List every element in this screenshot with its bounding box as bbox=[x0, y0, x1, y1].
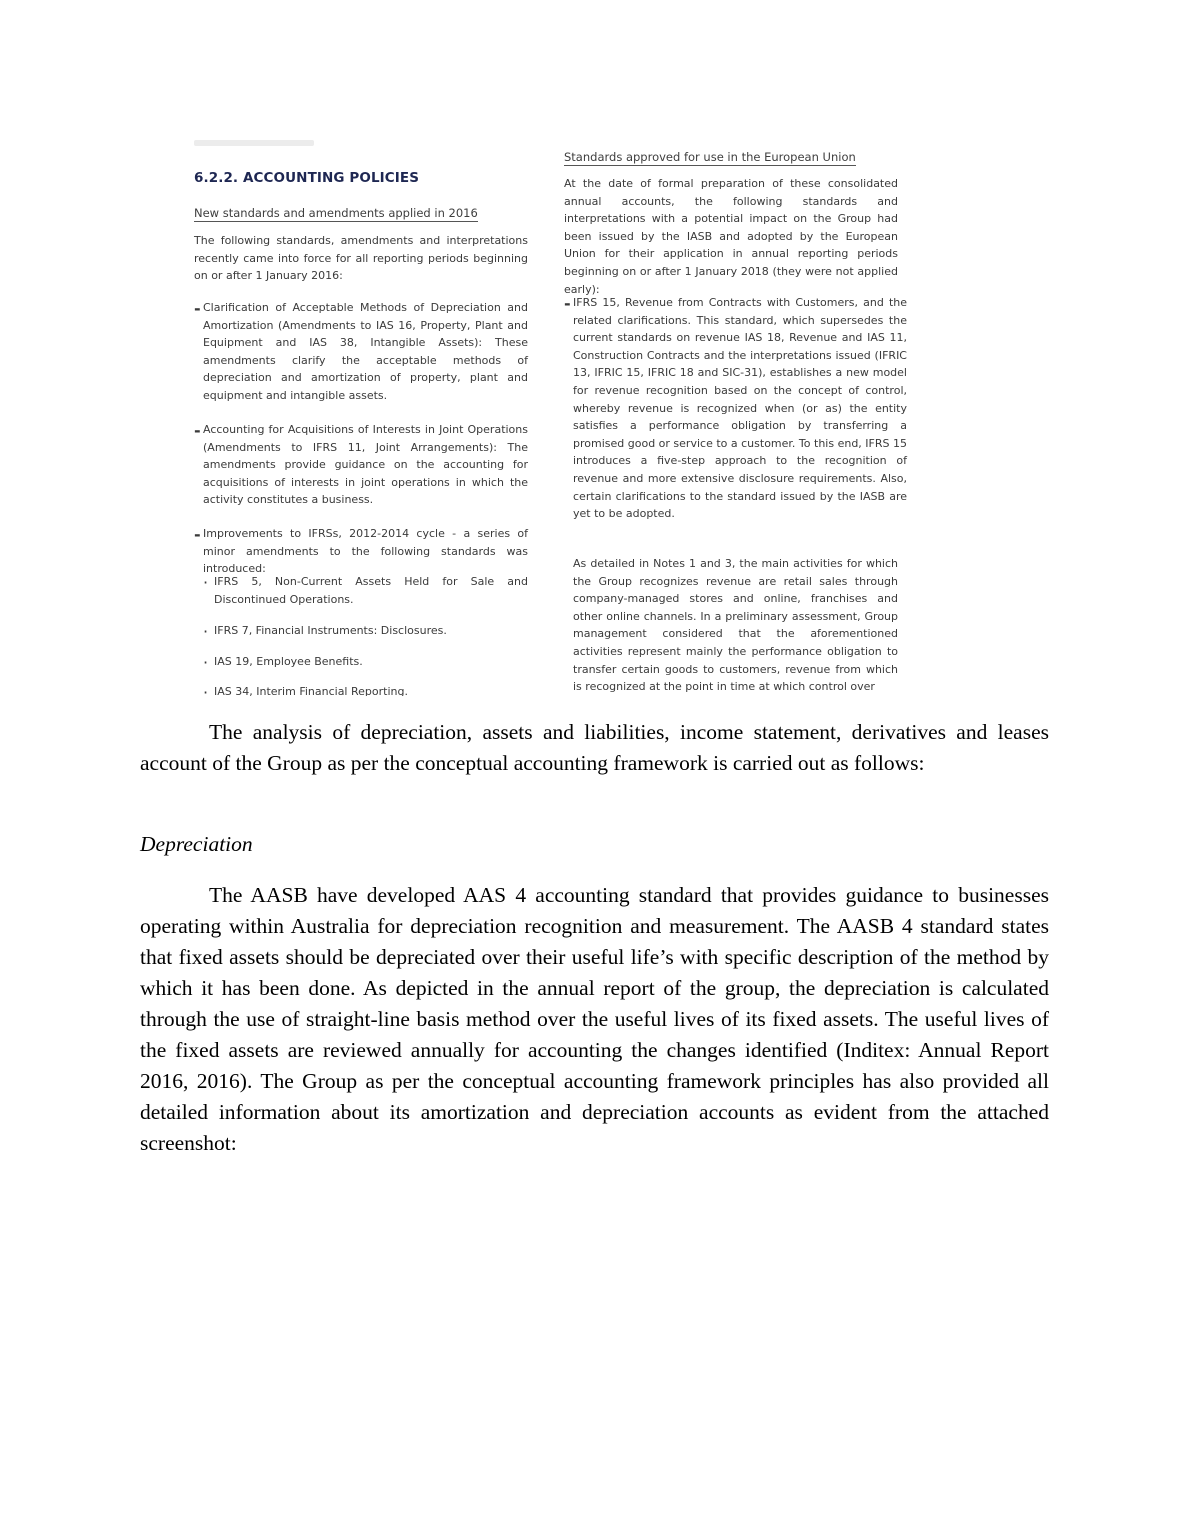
left-sub-bullet-4-text: IAS 34, Interim Financial Reporting. bbox=[214, 685, 408, 696]
new-standards-subheading: New standards and amendments applied in 2016 bbox=[194, 206, 478, 220]
right-detail-paragraph: As detailed in Notes 1 and 3, the main activities for which the Group recognizes revenue are retail sales through company-managed stores and online, franchises and other online channels. In a preliminary assessment, Group management considered that the aforementioned activities represent mainly the performance obligation to transfer certain goods to customers, revenue from which is recognized at the point in time at which control over bbox=[573, 557, 898, 694]
left-sub-bullet-3-text: IAS 19, Employee Benefits. bbox=[214, 655, 363, 668]
depreciation-heading: Depreciation bbox=[140, 832, 253, 856]
left-sub-bullet-2: · IFRS 7, Financial Instruments: Disclosures. bbox=[194, 622, 528, 640]
right-bullet-ifrs15-text: IFRS 15, Revenue from Contracts with Customers, and the related clarifications. This standard, which supersedes the current standards on revenue IAS 18, Revenue and IAS 11, Construction Contracts and the interpretations issued (IFRIC 13, IFRIC 15, IFRIC 18 and SIC-31), establishes a new model for revenue recognition based on the concept of control, whereby revenue is recognized when (or as) the entity satisfies a performance obligation by transferring a promised good or service to a customer. To this end, IFRS 15 introduces a five-step approach to the recognition of revenue and more extensive disclosure requirements. Also, certain clarifications to the standard issued by the IASB are yet to be adopted. bbox=[573, 296, 907, 521]
intro-paragraph: The analysis of depreciation, assets and liabilities, income statement, derivatives and leases account of the Group as per the conceptual accounting framework is carried out as follows: bbox=[140, 720, 1049, 775]
eu-standards-subheading: Standards approved for use in the European Union bbox=[564, 150, 856, 164]
left-sub-bullet-4: · IAS 34, Interim Financial Reporting. bbox=[194, 683, 528, 696]
document-intro-block bbox=[140, 717, 1049, 779]
depreciation-block bbox=[140, 880, 1049, 1159]
left-sub-bullet-2-text: IFRS 7, Financial Instruments: Disclosures. bbox=[214, 624, 447, 637]
left-intro-paragraph: The following standards, amendments and interpretations recently came into force for all reporting periods beginning on or after 1 January 2016: bbox=[194, 234, 528, 283]
faded-page-header bbox=[194, 140, 314, 146]
left-sub-bullet-1-text: IFRS 5, Non-Current Assets Held for Sale and Discontinued Operations. bbox=[214, 575, 528, 606]
left-sub-bullet-1: · IFRS 5, Non-Current Assets Held for Sale and Discontinued Operations. bbox=[194, 573, 528, 608]
left-sub-bullet-3: · IAS 19, Employee Benefits. bbox=[194, 653, 528, 671]
right-bullet-ifrs15: - IFRS 15, Revenue from Contracts with Customers, and the related clarifications. This standard, which supersedes the current standards on revenue IAS 18, Revenue and IAS 11, Construction Contracts and the interpretations issued (IFRIC 13, IFRIC 15, IFRIC 18 and SIC-31), establishes a new model for revenue recognition based on the concept of control, whereby revenue is recognized when (or as) the entity satisfies a performance obligation by transferring a promised good or service to a customer. To this end, IFRS 15 introduces a five-step approach to the recognition of revenue and more extensive disclosure requirements. Also, certain clarifications to the standard issued by the IASB are yet to be adopted. bbox=[564, 294, 907, 523]
left-bullet-2: - Accounting for Acquisitions of Interests in Joint Operations (Amendments to IFRS 11, Joint Arrangements): The amendments provide guidance on the accounting for acquisitions of interests in joint operations in which the activity constitutes a business. bbox=[194, 421, 528, 509]
left-bullet-2-text: Accounting for Acquisitions of Interests in Joint Operations (Amendments to IFRS 11, Joint Arrangements): The amendments provide guidance on the accounting for acquisitions of interests in joint operations in which the activity constitutes a business. bbox=[203, 423, 528, 507]
depreciation-paragraph: The AASB have developed AAS 4 accounting standard that provides guidance to businesses operating within Australia for depreciation recognition and measurement. The AASB 4 standard states that fixed assets should be depreciated over their useful life’s with specific description of the method by which it has been done. As depicted in the annual report of the group, the depreciation is calculated through the use of straight-line basis method over the useful lives of its fixed assets. The useful lives of the fixed assets are reviewed annually for accounting the changes identified (Inditex: Annual Report 2016, 2016). The Group as per the conceptual accounting framework principles has also provided all detailed information about its amortization and depreciation accounts as evident from the attached screenshot: bbox=[140, 883, 1049, 1155]
depreciation-heading-block bbox=[140, 829, 1049, 860]
left-bullet-1-text: Clarification of Acceptable Methods of Depreciation and Amortization (Amendments to IAS 16, Property, Plant and Equipment and IAS 38, Intangible Assets): These amendments clarify the acceptable methods of depreciation and amortization of property, plant and equipment and intangible assets. bbox=[203, 301, 528, 402]
left-bullet-3: - Improvements to IFRSs, 2012-2014 cycle - a series of minor amendments to the following standards was introduced: bbox=[194, 525, 528, 578]
accounting-policies-heading: 6.2.2. ACCOUNTING POLICIES bbox=[194, 170, 420, 186]
left-bullet-1: - Clarification of Acceptable Methods of Depreciation and Amortization (Amendments to IAS 16, Property, Plant and Equipment and IAS 38, Intangible Assets): These amendments clarify the acceptable methods of depreciation and amortization of property, plant and equipment and intangible assets. bbox=[194, 299, 528, 405]
annual-report-screenshot bbox=[188, 140, 908, 696]
right-intro-paragraph: At the date of formal preparation of these consolidated annual accounts, the following standards and interpretations with a potential impact on the Group had been issued by the IASB and adopted by the European Union for their application in annual reporting periods beginning on or after 1 January 2018 (they were not applied early): bbox=[564, 177, 898, 296]
left-bullet-3-text: Improvements to IFRSs, 2012-2014 cycle - a series of minor amendments to the following standards was introduced: bbox=[203, 527, 528, 576]
